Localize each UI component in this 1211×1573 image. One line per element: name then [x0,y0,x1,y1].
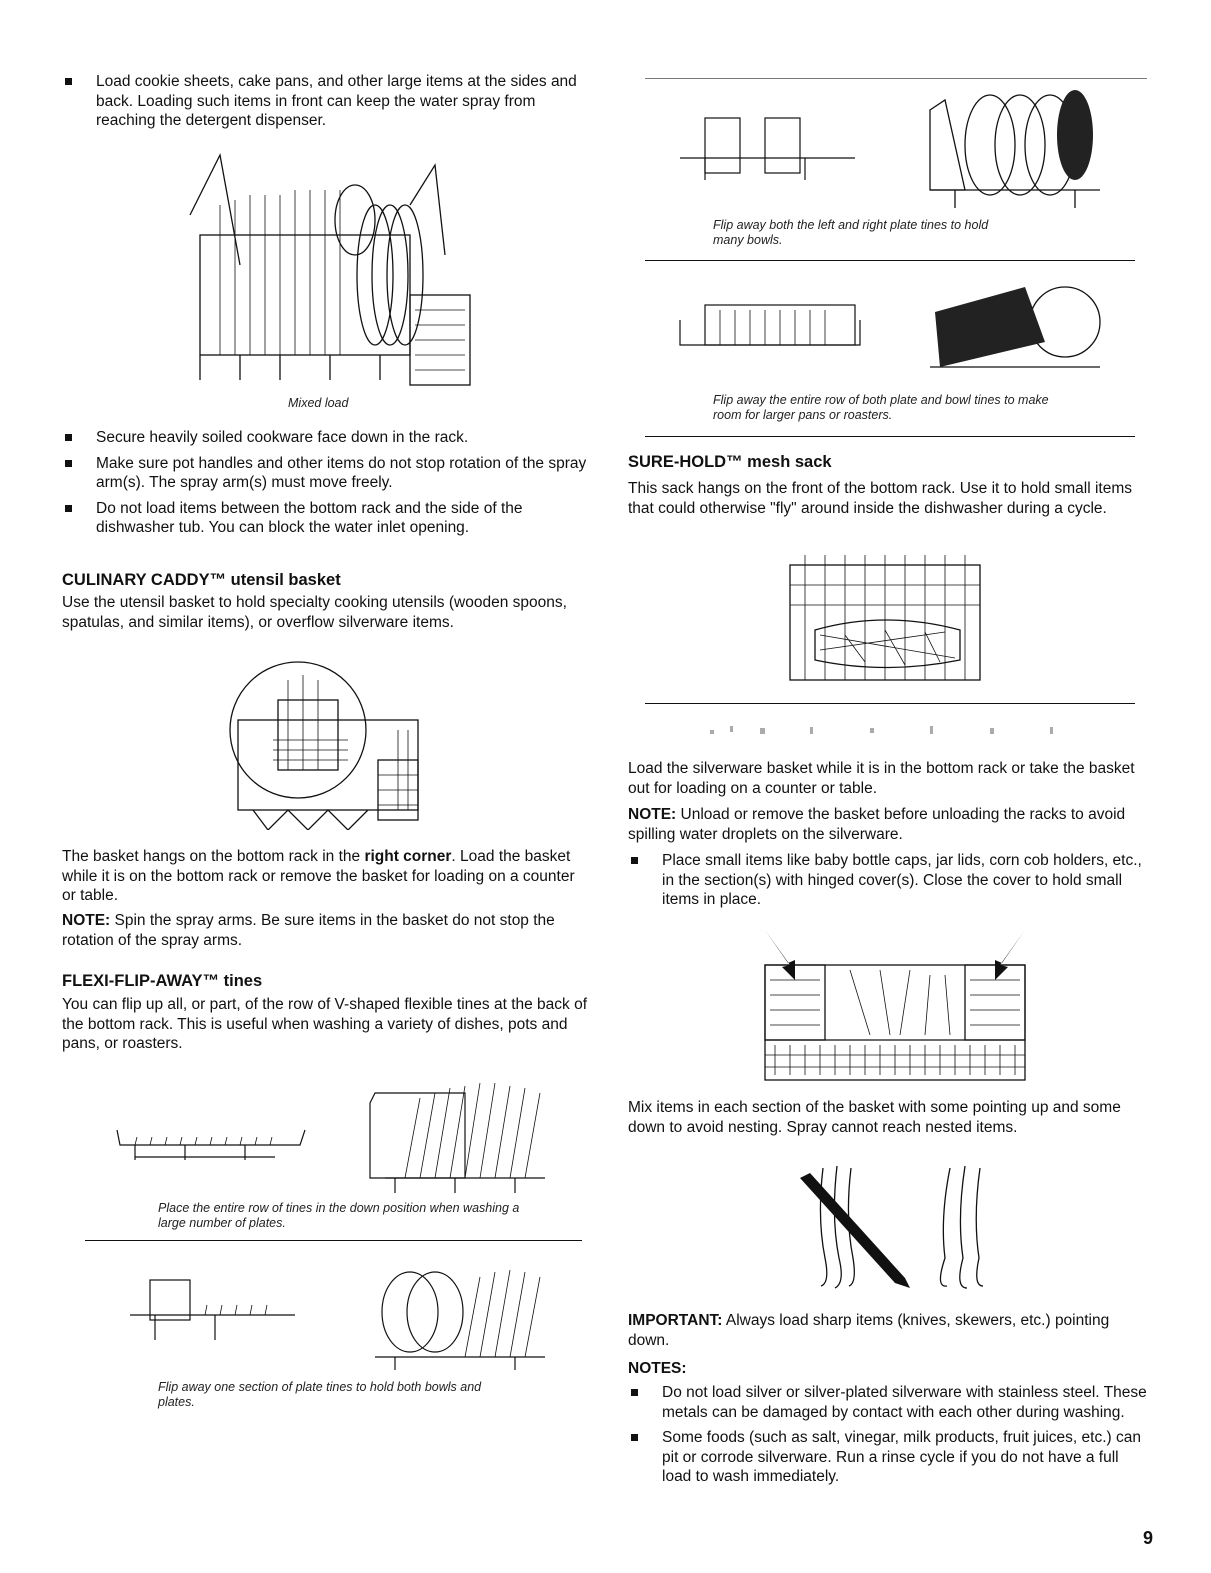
basket-hangs-text: The basket hangs on the bottom rack in the right corner. Load the basket while it is on the bottom rack or remove the basket for loading on a counter or table. [62,848,575,904]
mixed-load-illustration [180,145,480,390]
top-divider [645,78,1147,79]
knives-pointing-down-illustration [785,1158,1025,1293]
caddy-text: Use the utensil basket to hold specialty cooking utensils (wooden spoons, spatulas, and similar items), or overflow silverware items. [62,594,567,631]
divider [645,436,1135,437]
roaster-illustration [925,282,1110,387]
page-number: 9 [1143,1528,1154,1548]
divider [645,260,1135,261]
pans-caption: Flip away the entire row of both plate and bowl tines to make room for larger pans or roasters. [713,393,1049,422]
plates-upright-illustration [365,1078,550,1198]
right-corner-emphasis: right corner [364,848,452,865]
divider [645,703,1135,704]
bowls-and-plates-illustration [365,1262,550,1372]
surehold-heading: SURE-HOLD™ mesh sack [628,453,832,471]
flexi-text: You can flip up all, or part, of the row of V-shaped flexible tines at the back of the bottom rack. This is useful when washing a variety of dishes, pots and pans, or roasters. [62,996,588,1052]
note-spray-arms: NOTE: Spin the spray arms. Be sure items in the basket do not stop the rotation of the spray arms. [62,912,555,949]
one-section-flipped-illustration [125,1275,305,1345]
mesh-sack-illustration [785,550,985,690]
bullet-text: Some foods (such as salt, vinegar, milk products, fruit juices, etc.) can pit or corrode silverware. Run a rinse cycle if you do not have a full load to wash immediately. [628,1428,1148,1487]
load-silverware-text: Load the silverware basket while it is in the bottom rack or take the basket out for loading on a counter or table. [628,760,1135,797]
silverware-basket-illustration [760,925,1030,1085]
bullet-text: Load cookie sheets, cake pans, and other large items at the sides and back. Loading such items in front can keep the water spray from reaching the detergent dispenser. [62,72,592,131]
bullets-secure [62,428,592,544]
mixed-load-caption: Mixed load [288,396,349,410]
bullet-text: Place small items like baby bottle caps, jar lids, corn cob holders, etc., in the section(s) with hinged cover(s). Close the cover to hold small items in place. [628,851,1148,910]
bullet-text: Secure heavily soiled cookware face down in the rack. [62,428,592,448]
plate-tines-flipped-illustration [675,110,860,185]
many-bowls-illustration [925,90,1105,215]
mix-items-text: Mix items in each section of the basket with some pointing up and some down to avoid nesting. Spray cannot reach nested items. [628,1099,1121,1136]
bullet-text: Do not load items between the bottom rack and the side of the dishwasher tub. You can block the water inlet opening. [62,499,592,538]
bowls-caption: Flip away both the left and right plate tines to hold many bowls. [713,218,989,247]
bullet-large-items [62,72,592,137]
divider [85,1240,582,1241]
flexi-heading: FLEXI-FLIP-AWAY™ tines [62,972,263,990]
tines-down-illustration [115,1115,315,1165]
bullet-small-items [628,851,1148,916]
faded-heading-mark [700,718,1100,748]
bullet-text: Make sure pot handles and other items do not stop rotation of the spray arm(s). The spray arm(s) must move freely. [62,454,592,493]
notes-label: NOTES: [628,1360,687,1377]
caddy-heading: CULINARY CADDY™ utensil basket [62,571,341,589]
note-unload: NOTE: Unload or remove the basket before unloading the racks to avoid spilling water droplets on the silverware. [628,806,1126,843]
notes-list [628,1383,1148,1493]
utensil-basket-illustration [228,660,428,830]
surehold-text: This sack hangs on the front of the bottom rack. Use it to hold small items that could otherwise "fly" around inside the dishwasher during a cycle. [628,480,1132,517]
tines-down-caption: Place the entire row of tines in the down position when washing a large number of plates. [158,1201,520,1230]
important-sharp-items: IMPORTANT: Always load sharp items (knives, skewers, etc.) pointing down. [628,1312,1110,1349]
one-section-caption: Flip away one section of plate tines to hold both bowls and plates. [158,1380,482,1409]
bullet-text: Do not load silver or silver-plated silverware with stainless steel. These metals can be damaged by contact with each other during washing. [628,1383,1148,1422]
all-tines-flipped-illustration [675,300,865,355]
